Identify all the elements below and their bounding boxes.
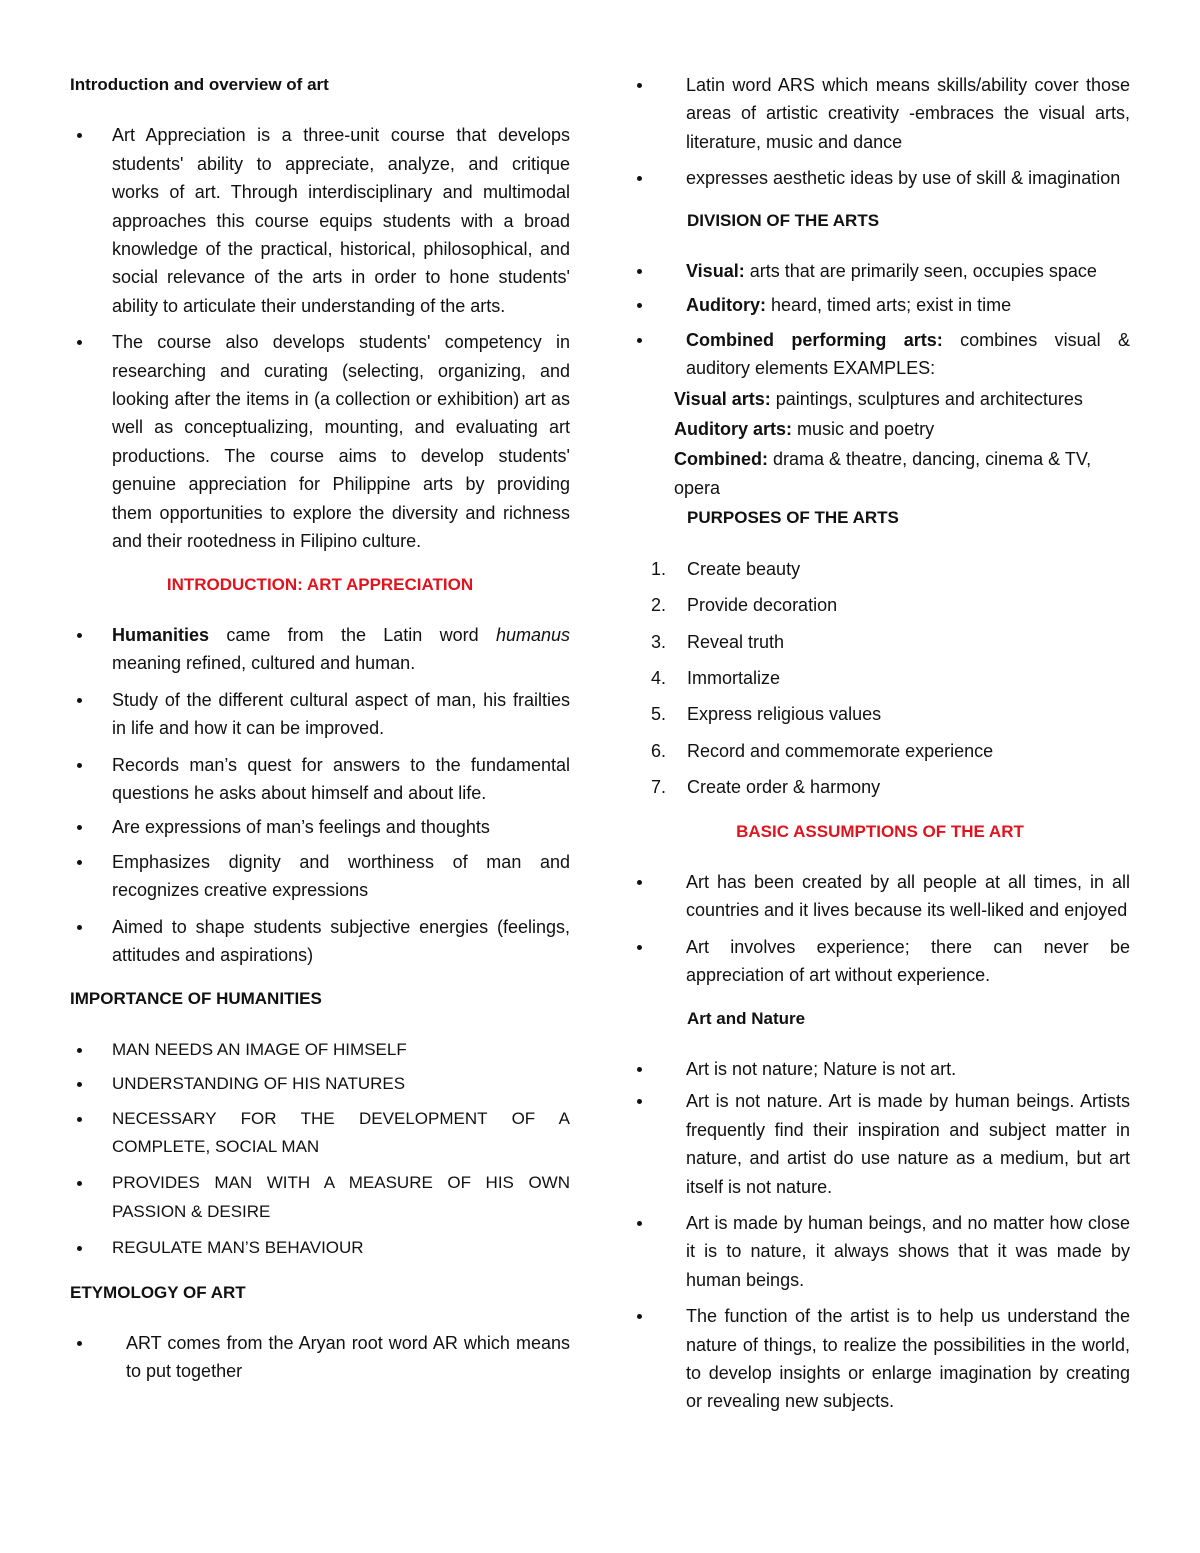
list-item: Latin word ARS which means skills/ability cover those areas of artistic creativity -embraces the visual arts, literature, music and dance xyxy=(630,71,1130,156)
division-term: Auditory: xyxy=(686,295,766,316)
intro-heading: Introduction and overview of art xyxy=(70,75,329,94)
list-item xyxy=(630,291,1130,319)
list-item: Art has been created by all people at all times, in all countries and it lives because its well-liked and enjoyed xyxy=(630,868,1130,925)
list-item xyxy=(630,591,1130,619)
list-item: UNDERSTANDING OF HIS NATURES xyxy=(70,1070,570,1098)
division-list xyxy=(630,257,1130,383)
list-item xyxy=(630,326,1130,383)
humanities-rest: meaning refined, cultured and human. xyxy=(112,653,416,674)
item-text: Create beauty xyxy=(687,558,801,579)
nature-heading: Art and Nature xyxy=(687,1008,806,1028)
list-item xyxy=(630,555,1130,583)
list-item xyxy=(630,257,1130,285)
division-term: Visual: xyxy=(686,261,745,282)
list-item xyxy=(630,664,1130,692)
importance-list xyxy=(70,1036,570,1263)
list-item: ART comes from the Aryan root word AR which means to put together xyxy=(70,1329,570,1386)
list-item: Study of the different cultural aspect of man, his frailties in life and how it can be improved. xyxy=(70,686,570,743)
item-number: 2. xyxy=(651,595,667,616)
list-item: Art is not nature; Nature is not art. xyxy=(630,1055,1130,1083)
list-item: The course also develops students' competency in researching and curating (selecting, organizing, and looking after the items in (a collection or exhibition) art as well as conceptualizing, mounting, and evaluating art productions. The course aims to develop students' genuine appreciation for Philippine arts by providing them opportunities to explore the diversity and richness and their rootedness in Filipino culture. xyxy=(70,328,570,555)
example-text: paintings, sculptures and architectures xyxy=(770,388,1083,409)
intro-list xyxy=(70,121,570,555)
example-visual xyxy=(674,385,1130,413)
example-text: music and poetry xyxy=(792,419,935,440)
etymology-heading: ETYMOLOGY OF ART xyxy=(70,1282,246,1302)
list-item: Art Appreciation is a three-unit course that develops students' ability to appreciate, analyze, and critique works of art. Through interdisciplinary and multimodal approaches this course equips students with a broad knowledge of the practical, historical, philosophical, and social relevance of the arts in order to hone students' ability to articulate their understanding of the arts. xyxy=(70,121,570,320)
division-text: combines visual & auditory elements EXAMPLES: xyxy=(686,329,1130,379)
list-item xyxy=(630,628,1130,656)
humanities-mid: came from the Latin word xyxy=(209,624,496,645)
list-item xyxy=(630,773,1130,801)
list-item xyxy=(630,737,1130,765)
item-text: Record and commemorate experience xyxy=(687,740,994,761)
list-item: Art involves experience; there can never be appreciation of art without experience. xyxy=(630,933,1130,990)
latin-word: humanus xyxy=(495,624,570,645)
example-combined xyxy=(674,445,1130,502)
purposes-heading: PURPOSES OF THE ARTS xyxy=(687,508,899,528)
list-item: REGULATE MAN’S BEHAVIOUR xyxy=(70,1234,570,1262)
list-item: MAN NEEDS AN IMAGE OF HIMSELF xyxy=(70,1036,570,1064)
list-item: Records man’s quest for answers to the fundamental questions he asks about himself and about life. xyxy=(70,751,570,808)
nature-list xyxy=(630,1055,1130,1416)
list-item: Art is made by human beings, and no matter how close it is to nature, it always shows that it was made by human beings. xyxy=(630,1209,1130,1294)
left-column xyxy=(70,71,570,1386)
examples-block xyxy=(630,385,1130,503)
importance-heading: IMPORTANCE OF HUMANITIES xyxy=(70,989,322,1009)
example-term: Visual arts: xyxy=(674,388,771,409)
division-text: heard, timed arts; exist in time xyxy=(766,295,1012,316)
list-item xyxy=(630,700,1130,728)
item-number: 3. xyxy=(651,631,667,652)
right-column xyxy=(630,71,1130,1416)
item-number: 7. xyxy=(651,777,667,798)
division-text: arts that are primarily seen, occupies space xyxy=(744,261,1097,282)
item-text: Provide decoration xyxy=(687,595,838,616)
item-number: 6. xyxy=(651,740,667,761)
etymology-list xyxy=(70,1329,570,1386)
assumptions-list xyxy=(630,868,1130,990)
example-text: drama & theatre, dancing, cinema & TV, opera xyxy=(674,449,1092,498)
purposes-list xyxy=(630,555,1130,802)
item-number: 5. xyxy=(651,704,667,725)
list-item: NECESSARY FOR THE DEVELOPMENT OF A COMPLETE, SOCIAL MAN xyxy=(70,1105,570,1162)
list-item: expresses aesthetic ideas by use of skill & imagination xyxy=(630,164,1130,192)
item-text: Immortalize xyxy=(687,667,781,688)
item-number: 4. xyxy=(651,667,667,688)
list-item: Are expressions of man’s feelings and thoughts xyxy=(70,813,570,841)
item-text: Express religious values xyxy=(687,704,882,725)
list-item: The function of the artist is to help us understand the nature of things, to realize the possibilities in the world, to develop insights or enlarge imagination by creating or revealing new subjects. xyxy=(630,1302,1130,1416)
humanities-term: Humanities xyxy=(112,624,210,645)
division-term: Combined performing arts: xyxy=(686,329,943,350)
list-item xyxy=(70,621,570,678)
etymology-continued-list xyxy=(630,71,1130,193)
list-item: PROVIDES MAN WITH A MEASURE OF HIS OWN PASSION & DESIRE xyxy=(70,1169,570,1226)
item-number: 1. xyxy=(651,558,667,579)
example-term: Auditory arts: xyxy=(674,419,793,440)
list-item: Aimed to shape students subjective energies (feelings, attitudes and aspirations) xyxy=(70,913,570,970)
list-item: Art is not nature. Art is made by human beings. Artists frequently find their inspiration and subject matter in nature, and artist do use nature as a medium, but art itself is not nature. xyxy=(630,1087,1130,1201)
example-auditory xyxy=(674,415,1130,443)
item-text: Create order & harmony xyxy=(687,777,881,798)
item-text: Reveal truth xyxy=(687,631,785,652)
humanities-list xyxy=(70,621,570,969)
section-heading-assumptions: BASIC ASSUMPTIONS OF THE ART xyxy=(736,821,1024,841)
section-heading-introduction: INTRODUCTION: ART APPRECIATION xyxy=(166,574,474,594)
example-term: Combined: xyxy=(674,449,768,470)
division-heading: DIVISION OF THE ARTS xyxy=(687,210,880,230)
list-item: Emphasizes dignity and worthiness of man and recognizes creative expressions xyxy=(70,848,570,905)
